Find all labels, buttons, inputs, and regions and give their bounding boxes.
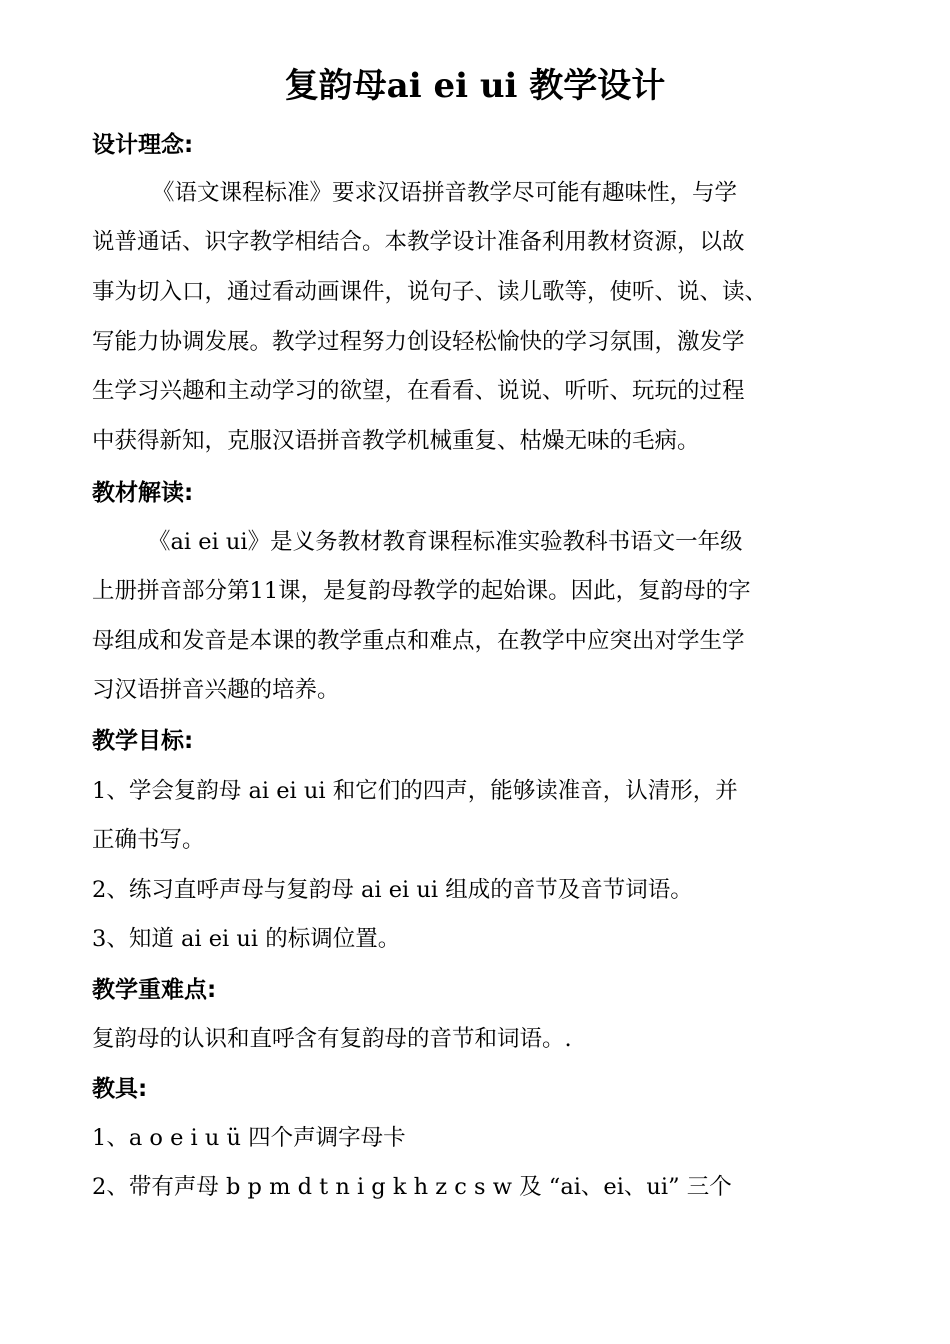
paragraph-line: 母组成和发音是本课的教学重点和难点，在教学中应突出对学生学	[92, 628, 745, 654]
document-title: 复韵母ai ei ui 教学设计	[284, 66, 666, 106]
section-heading-design-concept: 设计理念:	[92, 132, 194, 158]
aid-item: 2、带有声母 b p m d t n i g k h z c s w 及 “ai、ei、ui” 三个	[92, 1174, 732, 1200]
goal-item-continued: 正确书写。	[92, 827, 205, 853]
paragraph-line: 复韵母的认识和直呼含有复韵母的音节和词语。.	[92, 1026, 572, 1052]
paragraph-line: 《语文课程标准》要求汉语拼音教学尽可能有趣味性，与学	[152, 180, 738, 206]
paragraph-line: 《ai ei ui》是义务教材教育课程标准实验教科书语文一年级	[148, 529, 743, 555]
paragraph-line: 写能力协调发展。教学过程努力创设轻松愉快的学习氛围，激发学	[92, 329, 745, 355]
goal-item: 3、知道 ai ei ui 的标调位置。	[92, 926, 401, 952]
paragraph-line: 上册拼音部分第11课，是复韵母教学的起始课。因此，复韵母的字	[92, 578, 751, 604]
section-heading-teaching-goals: 教学目标:	[92, 728, 194, 754]
goal-item: 1、学会复韵母 ai ei ui 和它们的四声，能够读准音，认清形，并	[92, 778, 738, 804]
section-heading-key-points: 教学重难点:	[92, 977, 217, 1003]
paragraph-line: 事为切入口，通过看动画课件，说句子、读儿歌等，使听、说、读、	[92, 279, 768, 305]
aid-item: 1、a o e i u ü 四个声调字母卡	[92, 1125, 406, 1151]
paragraph-line: 中获得新知，克服汉语拼音教学机械重复、枯燥无味的毛病。	[92, 428, 700, 454]
section-heading-teaching-aids: 教具:	[92, 1076, 148, 1102]
section-heading-material-analysis: 教材解读:	[92, 480, 194, 506]
paragraph-line: 说普通话、识字教学相结合。本教学设计准备利用教材资源，以故	[92, 229, 745, 255]
paragraph-line: 生学习兴趣和主动学习的欲望，在看看、说说、听听、玩玩的过程	[92, 378, 745, 404]
goal-item: 2、练习直呼声母与复韵母 ai ei ui 组成的音节及音节词语。	[92, 877, 693, 903]
paragraph-line: 习汉语拼音兴趣的培养。	[92, 677, 340, 703]
